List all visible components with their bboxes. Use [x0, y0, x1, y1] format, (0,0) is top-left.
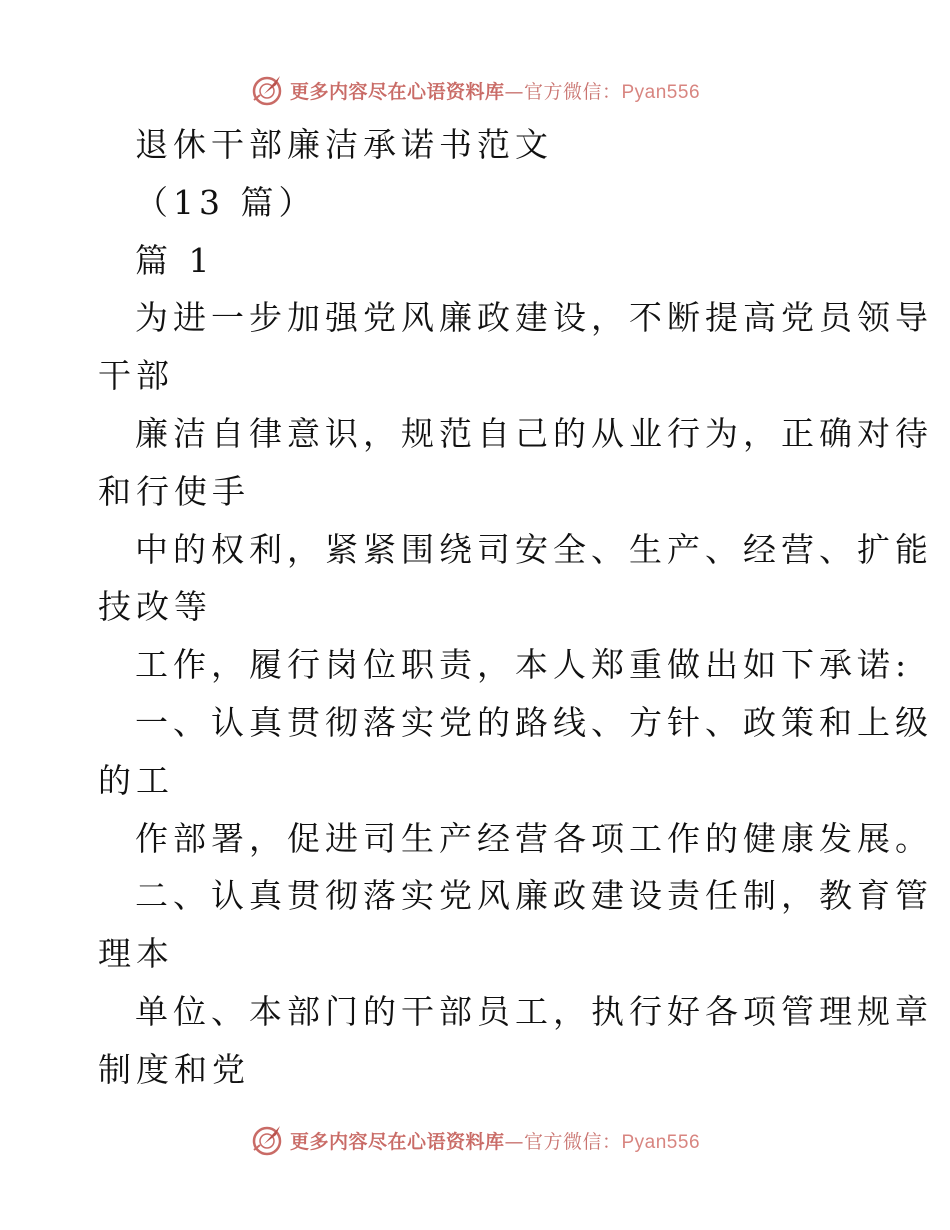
- document-paragraphs: [98, 289, 933, 1098]
- watermark-separator: —: [504, 1130, 524, 1153]
- watermark-text: [290, 77, 700, 104]
- watermark-text: [290, 1127, 700, 1154]
- watermark-separator: —: [504, 80, 524, 103]
- text-line: 工作，履行岗位职责，本人郑重做出如下承诺:: [135, 645, 912, 685]
- text-line: 的工: [98, 760, 174, 800]
- watermark-wechat-id: Pyan556: [621, 1131, 701, 1153]
- text-line: 廉洁自律意识，规范自己的从业行为，正确对待: [135, 413, 933, 453]
- section-heading: 篇 1: [135, 240, 215, 280]
- document-body: [98, 116, 933, 1099]
- text-line: 干部: [98, 356, 174, 396]
- text-line: 制度和党: [98, 1049, 250, 1089]
- watermark-main: 更多内容尽在心语资料库: [289, 80, 505, 103]
- text-line: 二、认真贯彻落实党风廉政建设责任制，教育管: [135, 876, 933, 916]
- text-line: 和行使手: [98, 471, 250, 511]
- header-watermark: [0, 70, 950, 110]
- text-line: 中的权利，紧紧围绕司安全、生产、经营、扩能: [135, 529, 933, 569]
- text-line: 单位、本部门的干部员工，执行好各项管理规章: [135, 991, 933, 1031]
- watermark-wechat-label: 官方微信：: [523, 1130, 622, 1153]
- document-title: 退休干部廉洁承诺书范文: [135, 125, 553, 164]
- text-line: 技改等: [98, 587, 212, 627]
- text-line: 一、认真贯彻落实党的路线、方针、政策和上级: [135, 702, 933, 742]
- quill-pen-logo-icon: [250, 1123, 284, 1157]
- footer-watermark: [0, 1120, 950, 1160]
- watermark-wechat-label: 官方微信：: [523, 80, 622, 103]
- document-count: （13 篇）: [135, 182, 317, 222]
- quill-pen-logo-icon: [250, 73, 284, 107]
- text-line: 理本: [98, 934, 174, 974]
- text-line: 作部署，促进司生产经营各项工作的健康发展。: [135, 818, 933, 858]
- watermark-wechat-id: Pyan556: [621, 81, 701, 103]
- watermark-main: 更多内容尽在心语资料库: [289, 1130, 505, 1153]
- text-line: 为进一步加强党风廉政建设，不断提高党员领导: [135, 298, 933, 338]
